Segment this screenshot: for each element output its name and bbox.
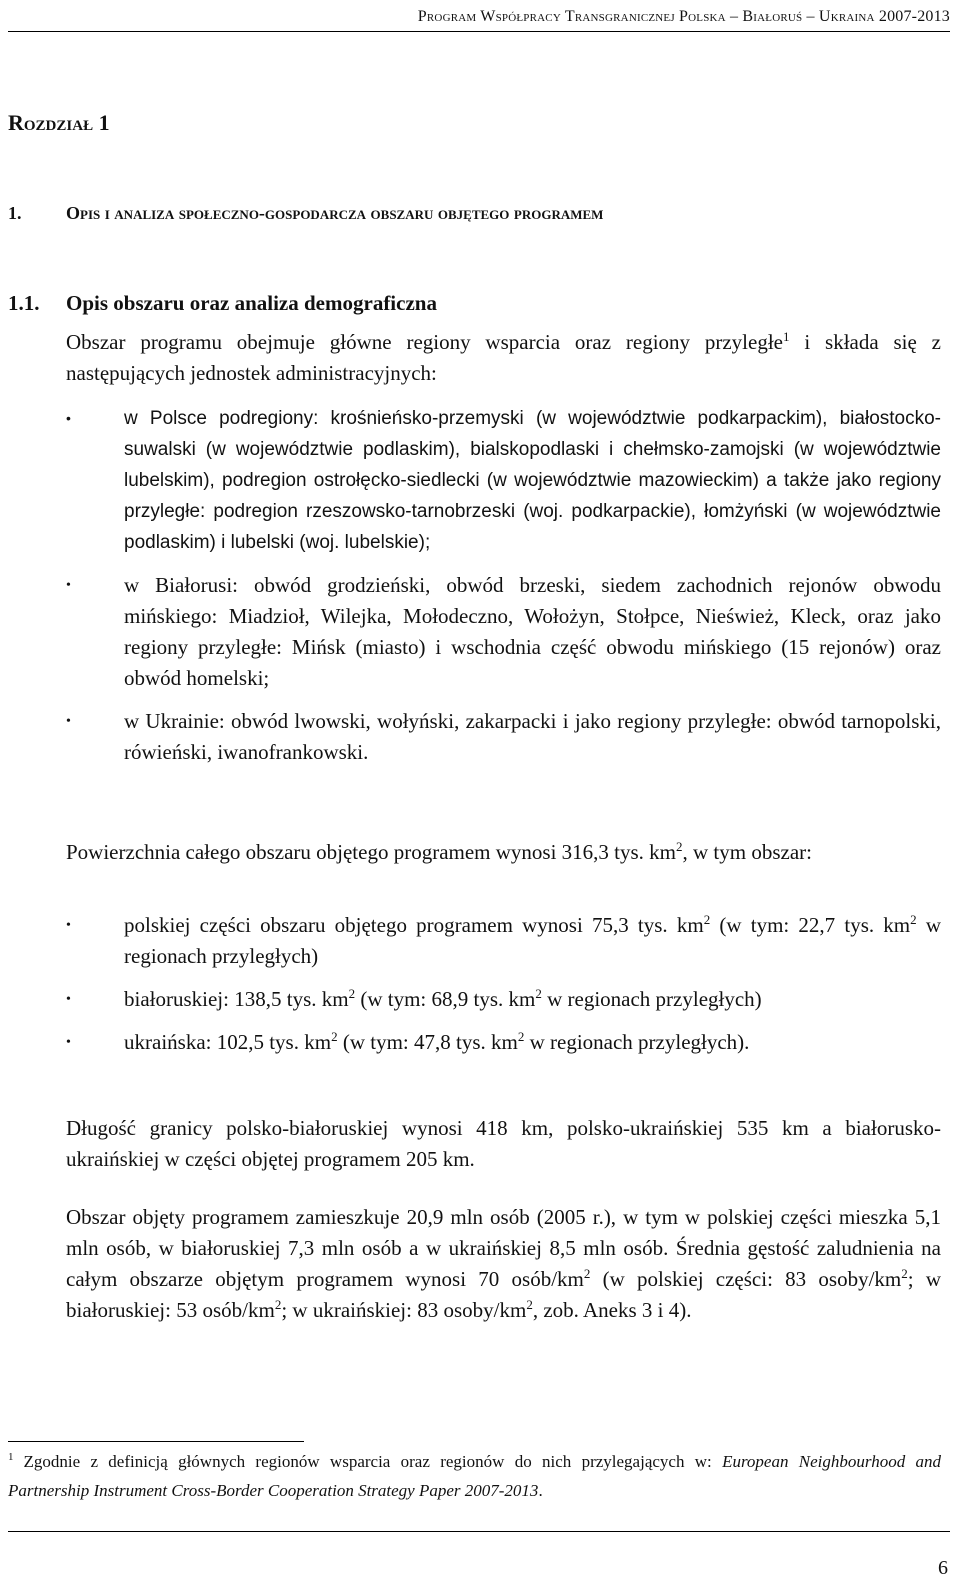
area-item-ukraine xyxy=(66,1027,941,1058)
chapter-title: Rozdział 1 xyxy=(8,110,110,135)
section-heading xyxy=(8,203,603,224)
superscript: 2 xyxy=(526,1297,533,1312)
intro-text: Obszar programu obejmuje główne regiony wsparcia oraz regiony przyległe xyxy=(66,330,783,354)
footnote xyxy=(8,1447,941,1505)
region-item-ukraine: • w Ukrainie: obwód lwowski, wołyński, zakarpacki i jako regiony przyległe: obwód tarnopolski, rówieński, iwanofrankowski. xyxy=(66,706,941,768)
page-number: 6 xyxy=(938,1557,948,1579)
area-item-text: (w tym: 22,7 tys. km xyxy=(710,913,911,937)
area-item-text: białoruskiej: 138,5 tys. km xyxy=(124,987,349,1011)
region-item-belarus: • w Białorusi: obwód grodzieński, obwód brzeski, siedem zachodnich rejonów obwodu mińskiego: Miadzioł, Wilejka, Mołodeczno, Wołożyn, Stołpce, Nieśwież, Kleck, oraz jako regiony przyległe: Mińsk (miasto) i wschodnia część obwodu mińskiego (15 rejonów) oraz obwód homelski; xyxy=(66,570,941,694)
population-text: , zob. Aneks 3 i 4). xyxy=(532,1298,692,1322)
subsection-number: 1.1. xyxy=(8,291,40,315)
footnote-text: Zgodnie z definicją głównych regionów wsparcia oraz regionów do nich przylegających w: xyxy=(23,1452,723,1471)
population-paragraph xyxy=(66,1202,941,1326)
border-paragraph: Długość granicy polsko-białoruskiej wynosi 418 km, polsko-ukraińskiej 535 km a białorusko-ukraińskiej w części objętej programem 205 km. xyxy=(66,1116,941,1171)
subsection-heading xyxy=(8,291,437,316)
superscript: 2 xyxy=(910,912,917,927)
population-text: ; w ukraińskiej: 83 osoby/km xyxy=(281,1298,527,1322)
superscript: 2 xyxy=(901,1266,908,1281)
superscript: 2 xyxy=(535,986,542,1001)
area-item-text: polskiej części obszaru objętego programem wynosi 75,3 tys. km xyxy=(124,913,704,937)
area-item-text: w regionach przyległych) xyxy=(124,913,941,968)
area-list xyxy=(66,910,941,1070)
section-title: Opis i analiza społeczno-gospodarcza obszaru objętego programem xyxy=(66,203,604,223)
subsection-title: Opis obszaru oraz analiza demograficzna xyxy=(66,291,437,315)
area-item-text: (w tym: 47,8 tys. km xyxy=(337,1030,518,1054)
population-text: ; w białoruskiej: 53 osób/km xyxy=(66,1267,941,1322)
area-paragraph xyxy=(66,837,941,868)
area-item-text: w regionach przyległych) xyxy=(541,987,762,1011)
intro-paragraph xyxy=(66,327,941,389)
population-text: Obszar objęty programem zamieszkuje 20,9 mln osób (2005 r.), w tym w polskiej części mieszka 5,1 mln osób, w białoruskiej 7,3 mln osób a w ukraińskiej 8,5 mln osób. Średnia gęstość zaludnienia na całym obszarze objętym programem wynosi 70 osób/km xyxy=(66,1205,941,1291)
intro-text-end: i składa się z następujących jednostek administracyjnych: xyxy=(66,330,941,385)
superscript: 2 xyxy=(274,1297,282,1312)
superscript: 2 xyxy=(331,1029,338,1044)
footnote-reference[interactable]: 1 xyxy=(783,329,790,344)
footnote-source: European Neighbourhood and Partnership Instrument Cross-Border Cooperation Strategy Paper 2007-2013 xyxy=(8,1452,941,1500)
area-item-belarus xyxy=(66,984,941,1015)
area-text: Powierzchnia całego obszaru objętego programem wynosi 316,3 tys. km xyxy=(66,840,677,864)
superscript: 2 xyxy=(348,986,356,1001)
area-item-text: w regionach przyległych). xyxy=(524,1030,750,1054)
superscript: 2 xyxy=(583,1266,591,1281)
area-item-poland xyxy=(66,910,941,972)
footnote-rule xyxy=(8,1441,304,1442)
superscript: 2 xyxy=(703,912,711,927)
section-number: 1. xyxy=(8,203,22,223)
running-header: Program Współpracy Transgranicznej Polska – Białoruś – Ukraina 2007-2013 xyxy=(417,8,950,25)
area-text-end: , w tym obszar: xyxy=(682,840,812,864)
area-item-text: (w tym: 68,9 tys. km xyxy=(355,987,536,1011)
superscript: 2 xyxy=(517,1029,525,1044)
superscript: 2 xyxy=(676,839,683,854)
region-list xyxy=(66,403,941,780)
footnote-mark: 1 xyxy=(8,1451,14,1463)
area-item-text: ukraińska: 102,5 tys. km xyxy=(124,1030,332,1054)
region-item-poland: • w Polsce podregiony: krośnieńsko-przemyski (w województwie podkarpackim), białostocko-suwalski (w województwie podlaskim), bialskopodlaski i chełmsko-zamojski (w województwie lubelskim), podregion ostrołęcko-siedlecki (w województwie mazowieckim) a także jako regiony przyległe: podregion rzeszowsko-tarnobrzeski (woj. podkarpackie), łomżyński (w województwie podlaskim) i lubelski (woj. lubelskie); xyxy=(66,403,941,558)
population-text: (w polskiej części: 83 osoby/km xyxy=(590,1267,902,1291)
footnote-end: . xyxy=(538,1481,543,1500)
footer-rule xyxy=(8,1531,950,1532)
header-rule xyxy=(8,31,950,32)
